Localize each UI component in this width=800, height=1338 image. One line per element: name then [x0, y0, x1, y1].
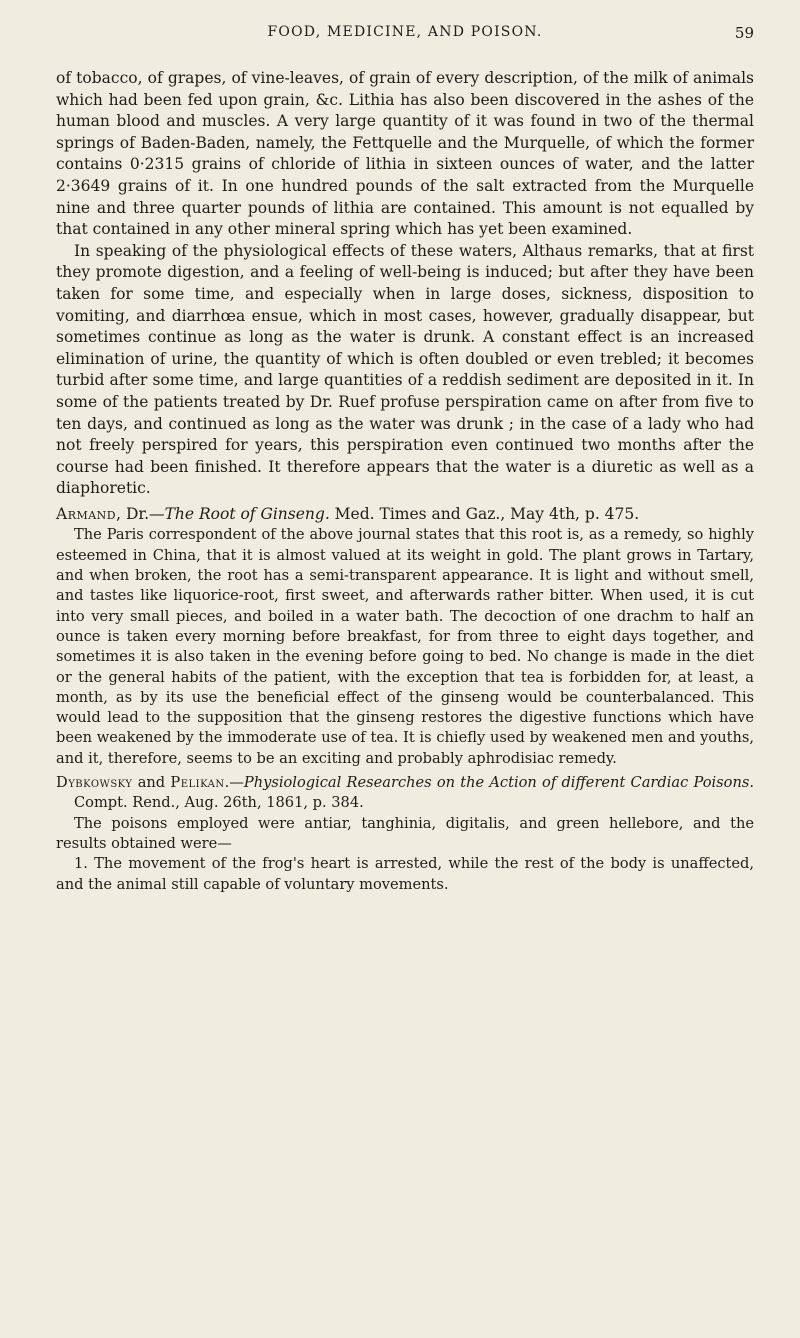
page-header	[56, 24, 754, 50]
reference-author: Dybkowsky	[56, 774, 133, 792]
reference-title: Physiological Researches on the Action of different Cardiac Poisons.	[243, 774, 754, 792]
paragraph-result-1: 1. The movement of the frog's heart is arrested, while the rest of the body is unaffected, and the animal still capable of voluntary movements.	[56, 855, 754, 893]
reference-conjunction: and	[132, 774, 171, 792]
paragraph-physiological-effects: In speaking of the physiological effects of these waters, Althaus remarks, that at first they promote digestion, and a feeling of well-being is induced; but after they have been taken for some time, and especially when in large doses, sickness, disposition to vomiting, and diarrhœa ensue, which in most cases, however, gradually disappear, but sometimes continue as long as the water is drunk. A constant effect is an increased elimination of urine, the quantity of which is often doubled or even trebled; it becomes turbid after some time, and large quantities of a reddish sediment are deposited in it. In some of the patients treated by Dr. Ruef profuse perspiration came on after from five to ten days, and continued as long as the water was drunk ; in the case of a lady who had not freely perspired for years, this perspiration even continued two months after the course had been finished. It therefore appears that the water is a diuretic as well as a diaphoretic.	[56, 241, 754, 498]
reference-source: Compt. Rend., Aug. 26th, 1861, p. 384.	[74, 794, 364, 812]
paragraph-poisons: The poisons employed were antiar, tanghinia, digitalis, and green hellebore, and the results obtained were—	[56, 814, 754, 852]
paragraph-ginseng: The Paris correspondent of the above journal states that this root is, as a remedy, so highly esteemed in China, that it is almost valued at its weight in gold. The plant grows in Tartary, and when broken, the root has a semi-transparent appearance. It is light and without smell, and tastes like liquorice-root, first sweet, and afterwards rather bitter. When used, it is cut into very small pieces, and boiled in a water bath. The decoction of one drachm to half an ounce is taken every morning before breakfast, for from three to eight days together, and sometimes it is also taken in the evening before going to bed. No change is made in the diet or the general habits of the patient, with the exception that tea is forbidden for, at least, a month, as by its use the beneficial effect of the ginseng would be counterbalanced. This would lead to the supposition that the ginseng restores the digestive functions which have been weakened by the immoderate use of tea. It is chiefly used by weakened men and youths, and it, therefore, seems to be an exciting and probably aphrodisiac remedy.	[56, 526, 754, 767]
page-body	[56, 68, 754, 895]
reference-source: Med. Times and Gaz., May 4th, p. 475.	[329, 504, 640, 523]
reference-author: Armand	[56, 504, 117, 523]
reference-author: Pelikan	[170, 774, 225, 792]
reference-separator: .—	[224, 774, 244, 792]
running-title: FOOD, MEDICINE, AND POISON.	[267, 24, 543, 40]
reference-armand	[56, 504, 754, 526]
reference-title: The Root of Ginseng.	[164, 504, 330, 523]
reference-separator: , Dr.—	[116, 504, 165, 523]
paragraph-lithia-springs: of tobacco, of grapes, of vine-leaves, of grain of every description, of the milk of animals which had been fed upon grain, &c. Lithia has also been discovered in the ashes of the human blood and muscles. A very large quantity of it was found in two of the thermal springs of Baden-Baden, namely, the Fettquelle and the Murquelle, of which the former contains 0·2315 grains of chloride of lithia in sixteen ounces of water, and the latter 2·3649 grains of it. In one hundred pounds of the salt extracted from the Murquelle nine and three quarter pounds of lithia are contained. This amount is not equalled by that contained in any other mineral spring which has yet been examined.	[56, 69, 754, 239]
reference-dybkowsky-pelikan	[56, 773, 754, 814]
page-number: 59	[734, 24, 754, 42]
